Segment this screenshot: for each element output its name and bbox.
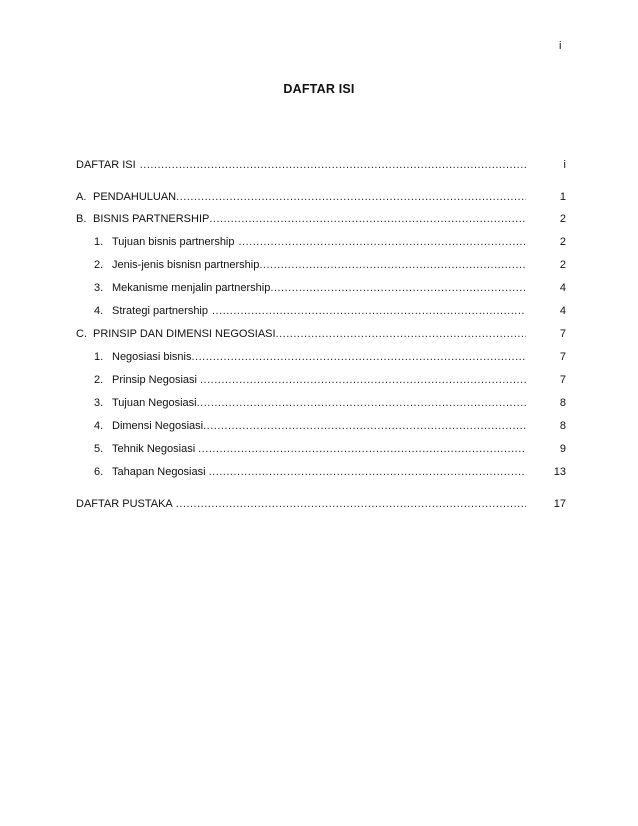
- toc-entry-marker: 4.: [94, 420, 104, 432]
- toc-page-number: 8: [559, 397, 566, 409]
- toc-entry-label: Mekanisme menjalin partnership: [112, 282, 271, 294]
- toc-page-number: 8: [559, 420, 566, 432]
- toc-entry-marker: B.: [76, 213, 87, 225]
- toc-page-number: 1: [559, 191, 566, 203]
- dot-leader: [200, 372, 526, 388]
- toc-entry-tujuan-bisnis-partnership[interactable]: [0, 234, 638, 250]
- toc-entry-dimensi-negosiasi[interactable]: [0, 418, 638, 434]
- dot-leader: [259, 257, 526, 273]
- dot-leader: [197, 395, 526, 411]
- toc-entry-strategi-partnership[interactable]: [0, 303, 638, 319]
- toc-entry-label: PENDAHULUAN: [93, 191, 177, 203]
- toc-entry-marker: 1.: [94, 236, 104, 248]
- toc-page-number: 17: [553, 498, 566, 510]
- toc-entry-marker: 2.: [94, 259, 104, 271]
- dot-leader: [198, 441, 526, 457]
- toc-entry-marker: 4.: [94, 305, 104, 317]
- toc-entry-marker: 3.: [94, 282, 104, 294]
- toc-entry-label: Tahapan Negosiasi: [112, 466, 206, 478]
- toc-page-number: 4: [559, 305, 566, 317]
- toc-entry-label: Negosiasi bisnis: [112, 351, 192, 363]
- toc-entry-marker: 5.: [94, 443, 104, 455]
- toc-entry-label: BISNIS PARTNERSHIP: [93, 213, 210, 225]
- toc-entry-prinsip-negosiasi[interactable]: [0, 372, 638, 388]
- toc-page-number: 7: [559, 351, 566, 363]
- toc-entry-bisnis-partnership[interactable]: [0, 211, 638, 227]
- toc-entry-pendahuluan[interactable]: [0, 189, 638, 205]
- dot-leader: [203, 418, 526, 434]
- dot-leader: [191, 349, 526, 365]
- toc-entry-label: DAFTAR ISI: [76, 159, 136, 171]
- toc-entry-tehnik-negosiasi[interactable]: [0, 441, 638, 457]
- dot-leader: [276, 326, 526, 342]
- toc-page-number: 2: [559, 259, 566, 271]
- toc-entry-label: DAFTAR PUSTAKA: [76, 498, 173, 510]
- page-number: i: [559, 40, 562, 52]
- dot-leader: [209, 211, 526, 227]
- toc-entry-label: Prinsip Negosiasi: [112, 374, 197, 386]
- toc-page-number: 7: [559, 374, 566, 386]
- toc-entry-jenis-jenis-bisnis-partnership[interactable]: [0, 257, 638, 273]
- toc-entry-tujuan-negosiasi[interactable]: [0, 395, 638, 411]
- toc-page-number: 9: [559, 443, 566, 455]
- toc-entry-label: Jenis-jenis bisnisn partnership: [112, 259, 260, 271]
- dot-leader: [270, 280, 526, 296]
- toc-entry-marker: 1.: [94, 351, 104, 363]
- toc-entry-marker: 6.: [94, 466, 104, 478]
- dot-leader: [209, 464, 526, 480]
- toc-entry-mekanisme-menjalin-partnership[interactable]: [0, 280, 638, 296]
- dot-leader: [212, 303, 526, 319]
- toc-entry-daftar-isi[interactable]: [0, 157, 638, 173]
- dot-leader: [176, 189, 526, 205]
- toc-entry-marker: 2.: [94, 374, 104, 386]
- toc-page-number: 7: [559, 328, 566, 340]
- toc-page-number: 2: [559, 213, 566, 225]
- toc-entry-marker: A.: [76, 191, 87, 203]
- dot-leader: [239, 234, 527, 250]
- toc-entry-daftar-pustaka[interactable]: [0, 496, 638, 512]
- toc-page-number: i: [563, 159, 566, 171]
- page-title: DAFTAR ISI: [283, 82, 355, 96]
- toc-entry-marker: 3.: [94, 397, 104, 409]
- toc-entry-marker: C.: [76, 328, 87, 340]
- toc-page-number: 2: [559, 236, 566, 248]
- toc-page-number: 4: [559, 282, 566, 294]
- toc-entry-label: Tehnik Negosiasi: [112, 443, 196, 455]
- toc-entry-label: Strategi partnership: [112, 305, 208, 317]
- toc-entry-label: Dimensi Negosiasi: [112, 420, 204, 432]
- dot-leader: [176, 496, 526, 512]
- toc-entry-tahapan-negosiasi[interactable]: [0, 464, 638, 480]
- toc-entry-prinsip-dan-dimensi-negosiasi[interactable]: [0, 326, 638, 342]
- toc-entry-label: Tujuan Negosiasi: [112, 397, 197, 409]
- dot-leader: [136, 157, 528, 173]
- toc-entry-negosiasi-bisnis[interactable]: [0, 349, 638, 365]
- toc-page-number: 13: [553, 466, 566, 478]
- toc-entry-label: Tujuan bisnis partnership: [112, 236, 235, 248]
- toc-entry-label: PRINSIP DAN DIMENSI NEGOSIASI: [93, 328, 276, 340]
